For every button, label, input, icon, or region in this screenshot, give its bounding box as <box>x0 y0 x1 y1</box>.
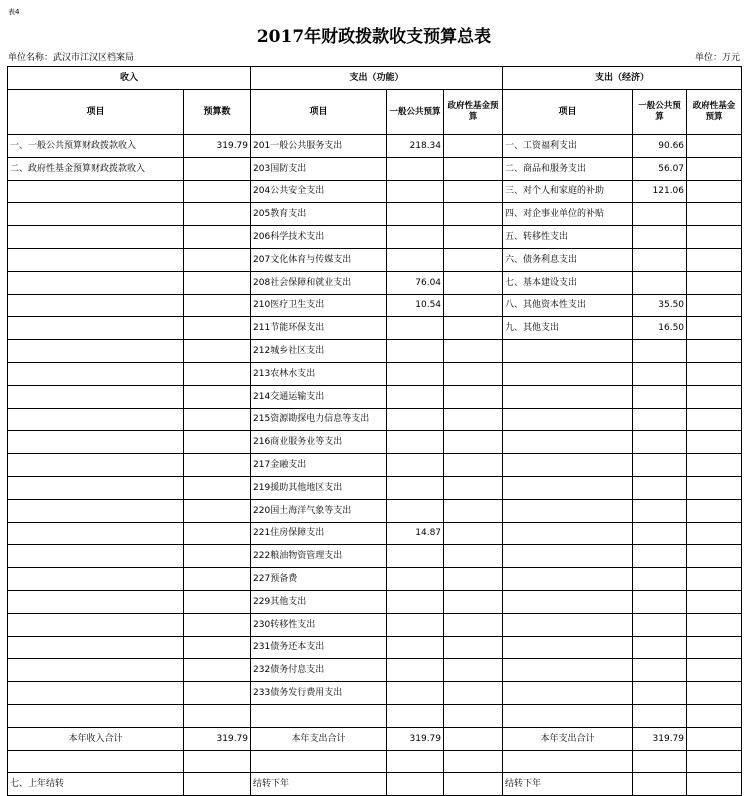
table-row <box>8 271 742 294</box>
income-budget-cell <box>184 773 251 796</box>
income-item-cell <box>8 362 184 385</box>
income-item-cell <box>8 340 184 363</box>
econ-general-cell <box>633 385 687 408</box>
func-item-cell: 216商业服务业等支出 <box>251 431 387 454</box>
econ-item-cell <box>503 476 633 499</box>
income-budget-cell: 319.79 <box>184 135 251 158</box>
income-budget-cell <box>184 682 251 705</box>
func-fund-cell <box>444 203 503 226</box>
func-general-cell <box>387 180 444 203</box>
func-general-cell <box>387 226 444 249</box>
func-fund-cell <box>444 499 503 522</box>
func-fund-cell <box>444 590 503 613</box>
table-row <box>8 704 742 727</box>
section-header-income: 收入 <box>8 67 251 90</box>
func-item-cell: 231债务还本支出 <box>251 636 387 659</box>
econ-item-cell: 二、商品和服务支出 <box>503 157 633 180</box>
econ-fund-cell <box>687 636 742 659</box>
table-row <box>8 454 742 477</box>
func-fund-cell <box>444 431 503 454</box>
column-header-income-budget: 预算数 <box>184 90 251 135</box>
func-item-cell: 213农林水支出 <box>251 362 387 385</box>
econ-item-cell: 三、对个人和家庭的补助 <box>503 180 633 203</box>
total-row <box>8 727 742 750</box>
table-row <box>8 226 742 249</box>
income-item-cell <box>8 636 184 659</box>
income-budget-cell <box>184 294 251 317</box>
income-budget-cell <box>184 271 251 294</box>
income-item-cell <box>8 568 184 591</box>
econ-general-cell <box>633 408 687 431</box>
func-general-cell <box>387 636 444 659</box>
func-general-cell <box>387 454 444 477</box>
econ-item-cell <box>503 682 633 705</box>
income-budget-cell <box>184 226 251 249</box>
func-item-cell: 204公共安全支出 <box>251 180 387 203</box>
income-item-cell <box>8 682 184 705</box>
income-budget-cell <box>184 499 251 522</box>
func-general-cell: 10.54 <box>387 294 444 317</box>
econ-general-cell <box>633 522 687 545</box>
econ-general-cell <box>633 704 687 727</box>
econ-fund-cell <box>687 454 742 477</box>
func-item-cell <box>251 704 387 727</box>
func-item-cell: 201一般公共服务支出 <box>251 135 387 158</box>
econ-general-cell: 16.50 <box>633 317 687 340</box>
income-item-cell <box>8 454 184 477</box>
econ-general-cell <box>633 476 687 499</box>
section-header-row <box>8 67 742 90</box>
column-header-econ-general: 一般公共预算 <box>633 90 687 135</box>
unit-of-measure-label: 单位：万元 <box>694 53 740 63</box>
econ-fund-cell <box>687 385 742 408</box>
page-title: 2017年财政拨款收支预算总表 <box>256 27 492 47</box>
func-item-cell: 229其他支出 <box>251 590 387 613</box>
func-general-cell <box>387 476 444 499</box>
econ-fund-cell <box>687 590 742 613</box>
table-row <box>8 340 742 363</box>
income-item-cell <box>8 499 184 522</box>
table-row <box>8 682 742 705</box>
econ-item-cell: 九、其他支出 <box>503 317 633 340</box>
column-header-econ-fund: 政府性基金预算 <box>687 90 742 135</box>
func-item-cell: 233债务发行费用支出 <box>251 682 387 705</box>
func-fund-cell <box>444 340 503 363</box>
income-budget-cell <box>184 431 251 454</box>
func-fund-cell <box>444 545 503 568</box>
econ-item-cell <box>503 659 633 682</box>
table-number-label: 表4 <box>8 8 20 16</box>
func-general-cell <box>387 203 444 226</box>
income-item-cell: 七、上年结转 <box>8 773 184 796</box>
func-item-cell: 221住房保障支出 <box>251 522 387 545</box>
econ-fund-cell <box>687 317 742 340</box>
econ-fund-cell <box>687 704 742 727</box>
func-fund-cell <box>444 659 503 682</box>
econ-item-cell: 四、对企事业单位的补贴 <box>503 203 633 226</box>
econ-item-cell <box>503 636 633 659</box>
func-general-cell <box>387 704 444 727</box>
func-fund-cell <box>444 727 503 750</box>
income-item-cell <box>8 522 184 545</box>
income-budget-cell <box>184 203 251 226</box>
econ-fund-cell <box>687 750 742 773</box>
econ-general-cell <box>633 499 687 522</box>
econ-item-cell <box>503 385 633 408</box>
income-budget-cell <box>184 476 251 499</box>
econ-item-cell <box>503 568 633 591</box>
func-item-cell: 212城乡社区支出 <box>251 340 387 363</box>
table-row <box>8 248 742 271</box>
income-item-cell <box>8 248 184 271</box>
func-fund-cell <box>444 682 503 705</box>
column-header-func-item: 项目 <box>251 90 387 135</box>
income-item-cell <box>8 590 184 613</box>
income-budget-cell <box>184 454 251 477</box>
func-item-cell: 232债务付息支出 <box>251 659 387 682</box>
table-row <box>8 568 742 591</box>
income-item-cell <box>8 408 184 431</box>
column-header-econ-item: 项目 <box>503 90 633 135</box>
income-item-cell <box>8 294 184 317</box>
func-general-cell: 76.04 <box>387 271 444 294</box>
econ-fund-cell <box>687 226 742 249</box>
econ-item-cell <box>503 431 633 454</box>
income-budget-cell <box>184 248 251 271</box>
econ-item-cell <box>503 522 633 545</box>
econ-general-cell <box>633 613 687 636</box>
econ-item-cell <box>503 613 633 636</box>
econ-item-cell: 七、基本建设支出 <box>503 271 633 294</box>
econ-fund-cell <box>687 271 742 294</box>
econ-general-cell <box>633 545 687 568</box>
section-header-expense-function: 支出（功能） <box>251 67 503 90</box>
econ-item-cell <box>503 590 633 613</box>
func-fund-cell <box>444 454 503 477</box>
econ-general-cell <box>633 226 687 249</box>
econ-fund-cell <box>687 727 742 750</box>
econ-general-cell <box>633 590 687 613</box>
econ-fund-cell <box>687 248 742 271</box>
econ-fund-cell <box>687 294 742 317</box>
econ-fund-cell <box>687 773 742 796</box>
income-budget-cell <box>184 385 251 408</box>
econ-general-cell: 121.06 <box>633 180 687 203</box>
func-general-cell <box>387 613 444 636</box>
income-item-cell <box>8 180 184 203</box>
func-general-cell: 218.34 <box>387 135 444 158</box>
func-general-cell <box>387 773 444 796</box>
econ-item-cell: 五、转移性支出 <box>503 226 633 249</box>
func-fund-cell <box>444 750 503 773</box>
table-row <box>8 135 742 158</box>
column-header-row <box>8 90 742 135</box>
table-row <box>8 408 742 431</box>
func-general-cell <box>387 362 444 385</box>
econ-fund-cell <box>687 522 742 545</box>
func-item-cell: 215资源勘探电力信息等支出 <box>251 408 387 431</box>
econ-item-cell <box>503 454 633 477</box>
income-item-cell: 本年收入合计 <box>8 727 184 750</box>
func-general-cell <box>387 317 444 340</box>
func-fund-cell <box>444 476 503 499</box>
income-budget-cell <box>184 522 251 545</box>
income-item-cell <box>8 271 184 294</box>
income-budget-cell <box>184 613 251 636</box>
table-row <box>8 773 742 796</box>
func-item-cell: 208社会保障和就业支出 <box>251 271 387 294</box>
func-fund-cell <box>444 704 503 727</box>
income-budget-cell <box>184 408 251 431</box>
econ-general-cell <box>633 271 687 294</box>
econ-fund-cell <box>687 157 742 180</box>
func-fund-cell <box>444 294 503 317</box>
econ-general-cell <box>633 750 687 773</box>
func-fund-cell <box>444 568 503 591</box>
func-fund-cell <box>444 271 503 294</box>
econ-general-cell <box>633 636 687 659</box>
func-fund-cell <box>444 226 503 249</box>
func-fund-cell <box>444 317 503 340</box>
func-fund-cell <box>444 613 503 636</box>
func-fund-cell <box>444 773 503 796</box>
func-general-cell: 319.79 <box>387 727 444 750</box>
table-row <box>8 317 742 340</box>
econ-general-cell <box>633 362 687 385</box>
func-general-cell <box>387 590 444 613</box>
column-header-income-item: 项目 <box>8 90 184 135</box>
econ-item-cell <box>503 340 633 363</box>
income-item-cell <box>8 476 184 499</box>
income-budget-cell <box>184 180 251 203</box>
func-general-cell <box>387 499 444 522</box>
func-item-cell: 220国土海洋气象等支出 <box>251 499 387 522</box>
econ-item-cell <box>503 750 633 773</box>
func-item-cell: 219援助其他地区支出 <box>251 476 387 499</box>
income-budget-cell <box>184 362 251 385</box>
econ-fund-cell <box>687 568 742 591</box>
table-row <box>8 613 742 636</box>
func-general-cell <box>387 248 444 271</box>
econ-item-cell <box>503 499 633 522</box>
income-item-cell <box>8 203 184 226</box>
econ-fund-cell <box>687 203 742 226</box>
table-row <box>8 180 742 203</box>
func-item-cell: 本年支出合计 <box>251 727 387 750</box>
func-general-cell <box>387 659 444 682</box>
econ-general-cell <box>633 340 687 363</box>
econ-general-cell: 319.79 <box>633 727 687 750</box>
econ-fund-cell <box>687 362 742 385</box>
table-row <box>8 157 742 180</box>
table-row <box>8 590 742 613</box>
func-item-cell <box>251 750 387 773</box>
income-item-cell: 一、一般公共预算财政拨款收入 <box>8 135 184 158</box>
func-general-cell <box>387 431 444 454</box>
econ-item-cell: 一、工资福利支出 <box>503 135 633 158</box>
econ-fund-cell <box>687 431 742 454</box>
income-budget-cell <box>184 545 251 568</box>
econ-fund-cell <box>687 135 742 158</box>
income-budget-cell <box>184 636 251 659</box>
econ-fund-cell <box>687 476 742 499</box>
income-budget-cell <box>184 157 251 180</box>
table-row <box>8 385 742 408</box>
income-item-cell <box>8 613 184 636</box>
table-row <box>8 362 742 385</box>
econ-general-cell <box>633 248 687 271</box>
income-item-cell <box>8 659 184 682</box>
econ-item-cell <box>503 408 633 431</box>
func-fund-cell <box>444 636 503 659</box>
income-budget-cell <box>184 750 251 773</box>
func-general-cell <box>387 568 444 591</box>
income-item-cell <box>8 385 184 408</box>
table-row <box>8 522 742 545</box>
income-budget-cell <box>184 340 251 363</box>
func-fund-cell <box>444 385 503 408</box>
func-item-cell: 217金融支出 <box>251 454 387 477</box>
econ-general-cell <box>633 454 687 477</box>
func-general-cell <box>387 408 444 431</box>
income-item-cell <box>8 431 184 454</box>
table-row <box>8 545 742 568</box>
func-item-cell: 206科学技术支出 <box>251 226 387 249</box>
econ-general-cell <box>633 203 687 226</box>
func-item-cell: 227预备费 <box>251 568 387 591</box>
econ-general-cell <box>633 659 687 682</box>
func-fund-cell <box>444 522 503 545</box>
func-fund-cell <box>444 157 503 180</box>
func-item-cell: 207文化体育与传媒支出 <box>251 248 387 271</box>
table-row <box>8 750 742 773</box>
income-budget-cell <box>184 317 251 340</box>
income-item-cell <box>8 226 184 249</box>
table-row <box>8 476 742 499</box>
func-item-cell: 结转下年 <box>251 773 387 796</box>
func-item-cell: 203国防支出 <box>251 157 387 180</box>
income-item-cell <box>8 704 184 727</box>
econ-item-cell: 本年支出合计 <box>503 727 633 750</box>
table-row <box>8 431 742 454</box>
econ-general-cell <box>633 682 687 705</box>
table-row <box>8 499 742 522</box>
income-budget-cell <box>184 704 251 727</box>
econ-general-cell: 35.50 <box>633 294 687 317</box>
econ-general-cell <box>633 431 687 454</box>
func-fund-cell <box>444 135 503 158</box>
econ-fund-cell <box>687 180 742 203</box>
income-budget-cell <box>184 590 251 613</box>
func-general-cell <box>387 545 444 568</box>
func-item-cell: 205教育支出 <box>251 203 387 226</box>
income-budget-cell <box>184 568 251 591</box>
column-header-func-fund: 政府性基金预算 <box>444 90 503 135</box>
econ-general-cell <box>633 773 687 796</box>
table-row <box>8 294 742 317</box>
section-header-expense-economic: 支出（经济） <box>503 67 742 90</box>
func-fund-cell <box>444 362 503 385</box>
func-fund-cell <box>444 180 503 203</box>
table-row <box>8 203 742 226</box>
econ-fund-cell <box>687 682 742 705</box>
income-budget-cell <box>184 659 251 682</box>
income-item-cell: 二、政府性基金预算财政拨款收入 <box>8 157 184 180</box>
func-item-cell: 214交通运输支出 <box>251 385 387 408</box>
econ-general-cell: 90.66 <box>633 135 687 158</box>
func-item-cell: 222粮油物资管理支出 <box>251 545 387 568</box>
econ-item-cell: 结转下年 <box>503 773 633 796</box>
econ-general-cell <box>633 568 687 591</box>
econ-item-cell: 六、债务利息支出 <box>503 248 633 271</box>
func-general-cell <box>387 682 444 705</box>
func-general-cell <box>387 385 444 408</box>
econ-fund-cell <box>687 613 742 636</box>
econ-fund-cell <box>687 340 742 363</box>
table-row <box>8 659 742 682</box>
unit-name-label: 单位名称：武汉市江汉区档案局 <box>8 53 135 63</box>
econ-item-cell: 八、其他资本性支出 <box>503 294 633 317</box>
econ-fund-cell <box>687 499 742 522</box>
econ-general-cell: 56.07 <box>633 157 687 180</box>
func-general-cell <box>387 750 444 773</box>
func-item-cell: 230转移性支出 <box>251 613 387 636</box>
income-item-cell <box>8 317 184 340</box>
econ-item-cell <box>503 545 633 568</box>
econ-item-cell <box>503 704 633 727</box>
func-fund-cell <box>444 248 503 271</box>
income-budget-cell: 319.79 <box>184 727 251 750</box>
income-item-cell <box>8 545 184 568</box>
func-item-cell: 210医疗卫生支出 <box>251 294 387 317</box>
func-general-cell: 14.87 <box>387 522 444 545</box>
econ-item-cell <box>503 362 633 385</box>
func-item-cell: 211节能环保支出 <box>251 317 387 340</box>
budget-summary-table <box>7 66 742 796</box>
econ-fund-cell <box>687 659 742 682</box>
func-fund-cell <box>444 408 503 431</box>
func-general-cell <box>387 340 444 363</box>
func-general-cell <box>387 157 444 180</box>
column-header-func-general: 一般公共预算 <box>387 90 444 135</box>
econ-fund-cell <box>687 408 742 431</box>
table-row <box>8 636 742 659</box>
econ-fund-cell <box>687 545 742 568</box>
income-item-cell <box>8 750 184 773</box>
